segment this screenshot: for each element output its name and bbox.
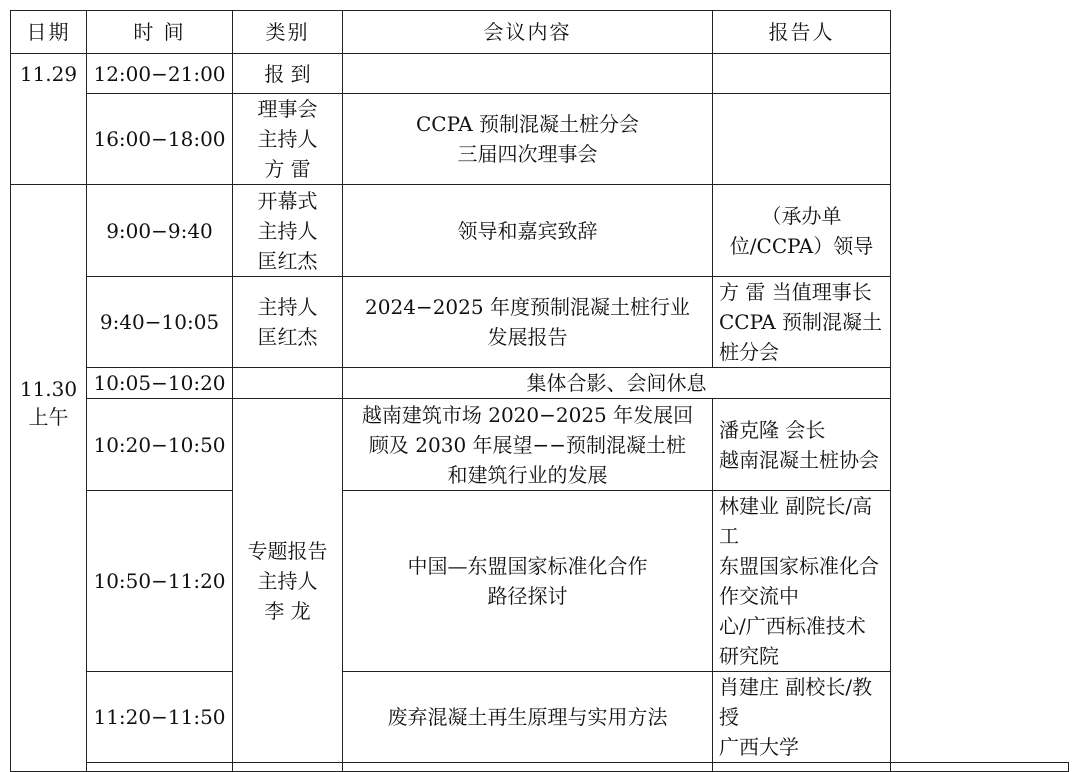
content-cell: 废弃混凝土再生原理与实用方法 [343,672,713,763]
empty-cell [343,763,713,772]
empty-cell [713,763,891,772]
date-cell: 11.30 上午 [11,185,87,772]
time-cell: 10:50−11:20 [87,491,233,672]
break-cell: 集体合影、会间休息 [343,368,891,399]
table-row-cutoff [11,763,1069,772]
reporter-cell: 潘克隆 会长 越南混凝土桩协会 [713,399,891,491]
empty-cell [233,763,343,772]
table-row [11,672,1069,763]
header-date: 日期 [11,11,87,54]
reporter-cell [713,94,891,185]
category-cell: 理事会 主持人 方 雷 [233,94,343,185]
time-cell: 12:00−21:00 [87,54,233,94]
category-cell: 主持人 匡红杰 [233,277,343,368]
content-cell: 中国—东盟国家标准化合作 路径探讨 [343,491,713,672]
table-row [11,54,1069,94]
time-cell: 16:00−18:00 [87,94,233,185]
category-cell: 专题报告 主持人 李 龙 [233,399,343,763]
table-row [11,368,1069,399]
table-row [11,94,1069,185]
time-cell: 10:20−10:50 [87,399,233,491]
meeting-schedule-table [10,10,1069,772]
header-time: 时 间 [87,11,233,54]
header-row [11,11,1069,54]
time-cell: 9:40−10:05 [87,277,233,368]
reporter-cell: （承办单位/CCPA）领导 [713,185,891,277]
content-cell: CCPA 预制混凝土桩分会 三届四次理事会 [343,94,713,185]
content-cell [343,54,713,94]
date-cell: 11.29 [11,54,87,185]
category-cell: 报 到 [233,54,343,94]
table-row [11,185,1069,277]
time-cell: 11:20−11:50 [87,672,233,763]
reporter-cell: 肖建庄 副校长/教授 广西大学 [713,672,891,763]
time-cell: 9:00−9:40 [87,185,233,277]
content-cell: 领导和嘉宾致辞 [343,185,713,277]
table-row [11,399,1069,491]
table-row [11,491,1069,672]
empty-cell [891,763,1069,772]
reporter-cell: 林建业 副院长/高工 东盟国家标准化合作交流中 心/广西标准技术研究院 [713,491,891,672]
time-cell: 10:05−10:20 [87,368,233,399]
table-row [11,277,1069,368]
reporter-cell [713,54,891,94]
header-reporter: 报告人 [713,11,891,54]
header-category: 类别 [233,11,343,54]
empty-cell [87,763,233,772]
category-cell: 开幕式 主持人 匡红杰 [233,185,343,277]
content-cell: 越南建筑市场 2020−2025 年发展回 顾及 2030 年展望−−预制混凝土桩 和建筑行业的发展 [343,399,713,491]
category-cell [233,368,343,399]
content-cell: 2024−2025 年度预制混凝土桩行业 发展报告 [343,277,713,368]
reporter-cell: 方 雷 当值理事长 CCPA 预制混凝土桩分会 [713,277,891,368]
header-content: 会议内容 [343,11,713,54]
